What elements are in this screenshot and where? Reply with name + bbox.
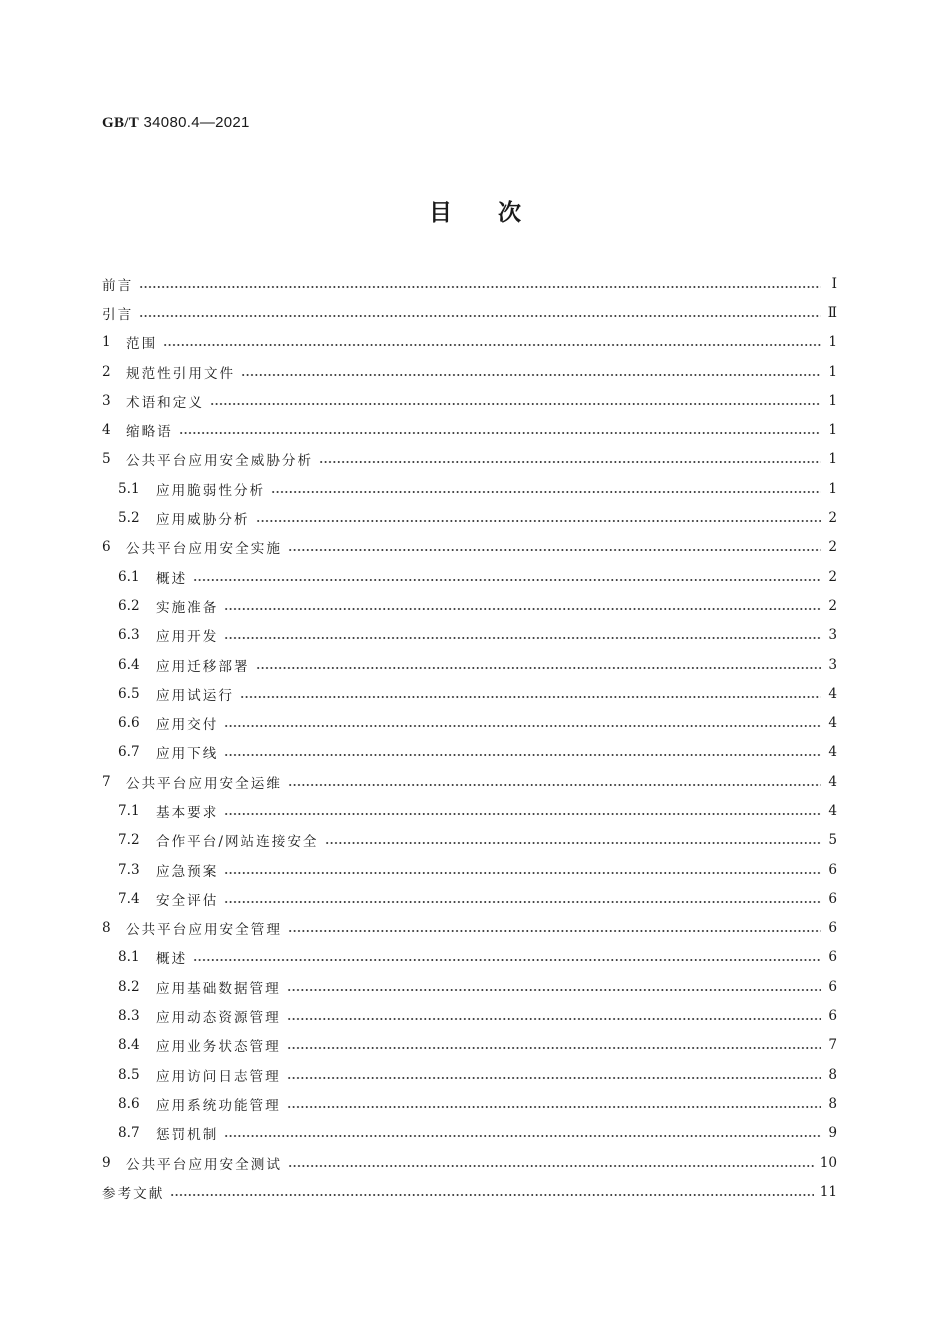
toc-entry-number: 7.3 <box>118 861 140 878</box>
toc-entry-page: 1 <box>828 480 837 497</box>
toc-entry[interactable] <box>102 269 837 298</box>
toc-entry[interactable] <box>102 1060 837 1089</box>
toc-entry-title: 公共平台应用安全运维 <box>126 775 282 792</box>
toc-entry-number: 8.6 <box>118 1095 140 1112</box>
toc-entry-page: 6 <box>828 861 837 878</box>
toc-entry-page: 1 <box>828 451 837 468</box>
toc-entry-page: 4 <box>828 685 837 702</box>
toc-entry[interactable] <box>102 884 837 913</box>
toc-entry-number: 6 <box>102 539 111 556</box>
toc-dot-leader <box>139 315 821 317</box>
toc-entry-title: 公共平台应用安全管理 <box>126 922 282 939</box>
toc-dot-leader <box>256 667 821 669</box>
toc-dot-leader <box>287 1047 821 1049</box>
toc-entry[interactable] <box>102 445 837 474</box>
toc-entry-page: 6 <box>828 978 837 995</box>
toc-entry-page: 10 <box>819 1154 837 1171</box>
toc-entry-number: 8.1 <box>118 949 140 966</box>
toc-entry-number: 9 <box>102 1154 111 1171</box>
toc-entry-number: 8 <box>102 920 111 937</box>
toc-dot-leader <box>224 813 821 815</box>
toc-entry[interactable] <box>102 972 837 1001</box>
toc-entry-title: 合作平台/网站连接安全 <box>156 834 319 851</box>
toc-dot-leader <box>224 901 821 903</box>
toc-entry[interactable] <box>102 796 837 825</box>
toc-entry-title: 公共平台应用安全测试 <box>126 1156 282 1173</box>
toc-entry-title: 应用开发 <box>156 629 219 646</box>
toc-entry[interactable] <box>102 826 837 855</box>
toc-entry-number: 1 <box>102 334 111 351</box>
toc-dot-leader <box>240 696 821 698</box>
toc-entry[interactable] <box>102 1177 837 1206</box>
toc-entry[interactable] <box>102 474 837 503</box>
toc-entry-title: 应用动态资源管理 <box>156 1010 281 1027</box>
toc-entry-number: 6.5 <box>118 685 140 702</box>
toc-entry-page: 9 <box>828 1125 837 1142</box>
toc-entry-number: 5 <box>102 451 111 468</box>
toc-entry-number: 6.3 <box>118 627 140 644</box>
toc-entry-number: 8.2 <box>118 978 140 995</box>
toc-dot-leader <box>224 608 821 610</box>
toc-dot-leader <box>241 374 821 376</box>
toc-entry[interactable] <box>102 650 837 679</box>
toc-entry-number: 5.1 <box>118 480 140 497</box>
toc-entry-title: 实施准备 <box>156 599 219 616</box>
table-of-contents <box>102 269 837 1207</box>
toc-entry-page: 3 <box>828 656 837 673</box>
toc-entry-title: 应急预案 <box>156 863 219 880</box>
toc-entry-title: 惩罚机制 <box>156 1127 219 1144</box>
toc-entry[interactable] <box>102 1148 837 1177</box>
toc-entry-number: 6.1 <box>118 568 140 585</box>
toc-entry-page: 1 <box>828 422 837 439</box>
toc-entry-number: 4 <box>102 422 111 439</box>
toc-dot-leader <box>163 344 821 346</box>
toc-dot-leader <box>193 579 821 581</box>
toc-entry[interactable] <box>102 708 837 737</box>
toc-entry-number: 6.6 <box>118 715 140 732</box>
toc-entry-title: 应用脆弱性分析 <box>156 482 266 499</box>
toc-dot-leader <box>224 872 821 874</box>
toc-entry-title: 前言 <box>102 277 134 294</box>
toc-entry-page: 6 <box>828 920 837 937</box>
toc-dot-leader <box>287 1077 821 1079</box>
toc-entry-title: 术语和定义 <box>126 394 204 411</box>
toc-dot-leader <box>287 1106 821 1108</box>
toc-entry-page: 4 <box>828 744 837 761</box>
toc-dot-leader <box>271 491 821 493</box>
toc-entry-title: 应用迁移部署 <box>156 658 250 675</box>
toc-entry-title: 应用基础数据管理 <box>156 980 281 997</box>
toc-entry-number: 3 <box>102 392 111 409</box>
toc-entry-title: 安全评估 <box>156 892 219 909</box>
toc-entry[interactable] <box>102 943 837 972</box>
toc-entry-number: 2 <box>102 363 111 380</box>
toc-entry-page: Ⅰ <box>831 275 837 292</box>
toc-entry-page: 5 <box>828 832 837 849</box>
toc-entry[interactable] <box>102 357 837 386</box>
toc-dot-leader <box>288 784 821 786</box>
toc-dot-leader <box>287 1018 821 1020</box>
page-title: 目次 <box>429 199 567 226</box>
toc-entry[interactable] <box>102 591 837 620</box>
toc-entry[interactable] <box>102 855 837 884</box>
toc-entry-page: 6 <box>828 1008 837 1025</box>
toc-entry-title: 应用系统功能管理 <box>156 1097 281 1114</box>
toc-entry-page: 2 <box>828 597 837 614</box>
toc-dot-leader <box>210 403 821 405</box>
toc-entry[interactable] <box>102 1031 837 1060</box>
toc-dot-leader <box>224 1135 821 1137</box>
toc-entry-page: 8 <box>828 1066 837 1083</box>
toc-entry-title: 引言 <box>102 306 134 323</box>
toc-entry[interactable] <box>102 328 837 357</box>
toc-entry-title: 基本要求 <box>156 804 219 821</box>
toc-entry-title: 应用下线 <box>156 746 219 763</box>
toc-entry-page: 3 <box>828 627 837 644</box>
toc-entry-number: 6.2 <box>118 597 140 614</box>
toc-dot-leader <box>287 989 821 991</box>
toc-entry-number: 8.5 <box>118 1066 140 1083</box>
toc-entry[interactable] <box>102 679 837 708</box>
toc-dot-leader <box>193 959 821 961</box>
toc-dot-leader <box>288 549 821 551</box>
toc-dot-leader <box>319 461 821 463</box>
toc-entry-number: 8.4 <box>118 1037 140 1054</box>
toc-entry-title: 应用访问日志管理 <box>156 1068 281 1085</box>
standard-code-number: 34080.4—2021 <box>139 114 250 131</box>
toc-entry-page: Ⅱ <box>827 304 837 321</box>
toc-dot-leader <box>256 520 821 522</box>
toc-entry-title: 缩略语 <box>126 424 173 441</box>
toc-dot-leader <box>224 637 821 639</box>
standard-code-prefix: GB/T <box>102 115 140 131</box>
toc-entry-number: 7 <box>102 773 111 790</box>
toc-entry-number: 7.4 <box>118 890 140 907</box>
toc-entry[interactable] <box>102 415 837 444</box>
toc-entry-page: 4 <box>828 802 837 819</box>
toc-entry-page: 2 <box>828 539 837 556</box>
toc-entry-page: 8 <box>828 1095 837 1112</box>
toc-entry[interactable] <box>102 914 837 943</box>
toc-entry[interactable] <box>102 1001 837 1030</box>
toc-dot-leader <box>224 754 821 756</box>
toc-entry-title: 规范性引用文件 <box>126 365 236 382</box>
toc-entry-title: 范围 <box>126 336 158 353</box>
toc-entry-title: 公共平台应用安全实施 <box>126 541 282 558</box>
toc-entry[interactable] <box>102 533 837 562</box>
toc-entry-title: 公共平台应用安全威胁分析 <box>126 453 314 470</box>
toc-entry-page: 2 <box>828 510 837 527</box>
toc-entry-page: 6 <box>828 890 837 907</box>
toc-entry[interactable] <box>102 621 837 650</box>
toc-entry-title: 应用业务状态管理 <box>156 1039 281 1056</box>
toc-entry-page: 6 <box>828 949 837 966</box>
toc-entry-page: 1 <box>828 392 837 409</box>
toc-dot-leader <box>288 930 821 932</box>
toc-entry[interactable] <box>102 1089 837 1118</box>
toc-dot-leader <box>170 1194 813 1196</box>
toc-entry-number: 8.7 <box>118 1125 140 1142</box>
toc-entry-page: 11 <box>819 1183 837 1200</box>
toc-entry-page: 7 <box>828 1037 837 1054</box>
toc-entry-page: 1 <box>828 363 837 380</box>
toc-entry[interactable] <box>102 386 837 415</box>
toc-entry-number: 5.2 <box>118 510 140 527</box>
toc-entry-title: 概述 <box>156 570 188 587</box>
toc-entry-title: 概述 <box>156 951 188 968</box>
toc-entry-page: 1 <box>828 334 837 351</box>
toc-dot-leader <box>325 842 821 844</box>
toc-entry-page: 4 <box>828 773 837 790</box>
toc-entry-page: 4 <box>828 715 837 732</box>
toc-entry-number: 7.2 <box>118 832 140 849</box>
toc-entry-title: 应用交付 <box>156 717 219 734</box>
toc-entry[interactable] <box>102 738 837 767</box>
toc-dot-leader <box>224 725 821 727</box>
toc-entry-number: 6.4 <box>118 656 140 673</box>
toc-entry[interactable] <box>102 562 837 591</box>
toc-entry-number: 6.7 <box>118 744 140 761</box>
toc-entry[interactable] <box>102 767 837 796</box>
toc-entry[interactable] <box>102 503 837 532</box>
standard-code <box>102 114 250 132</box>
toc-entry-number: 7.1 <box>118 802 140 819</box>
toc-entry-number: 8.3 <box>118 1008 140 1025</box>
toc-dot-leader <box>288 1165 814 1167</box>
toc-dot-leader <box>179 432 821 434</box>
toc-entry-page: 2 <box>828 568 837 585</box>
toc-entry-title: 参考文献 <box>102 1185 165 1202</box>
toc-entry-title: 应用威胁分析 <box>156 512 250 529</box>
toc-entry[interactable] <box>102 1119 837 1148</box>
toc-entry-title: 应用试运行 <box>156 687 234 704</box>
toc-entry[interactable] <box>102 298 837 327</box>
toc-dot-leader <box>139 286 821 288</box>
